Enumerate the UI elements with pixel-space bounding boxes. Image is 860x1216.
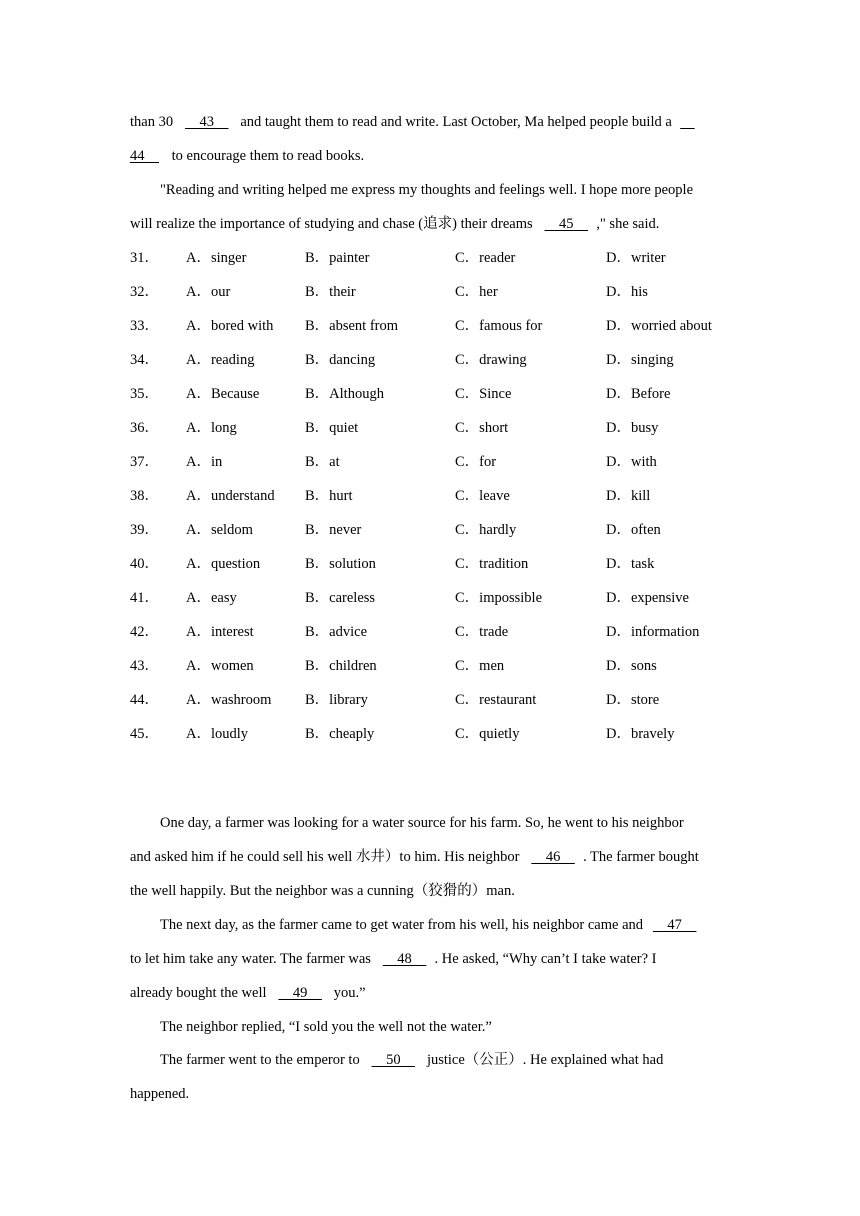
option-a: A．question — [186, 556, 261, 572]
text: The farmer went to the emperor to — [160, 1052, 364, 1068]
text: to encourage them to read books. — [168, 148, 365, 164]
text: and taught them to read and write. Last October, Ma helped people build a — [236, 114, 676, 130]
option-a: A．understand — [186, 488, 275, 504]
passage2-line-2 — [130, 848, 699, 866]
blank-43: 43 — [184, 114, 229, 130]
passage2-line-9: happened. — [130, 1086, 190, 1102]
blank-47: 47 — [652, 917, 697, 933]
option-d: D．bravely — [606, 726, 675, 742]
option-c: C．trade — [455, 624, 509, 640]
option-c: C．hardly — [455, 522, 517, 538]
option-row — [130, 521, 730, 539]
option-b: B．at — [305, 454, 340, 470]
option-d: D．task — [606, 556, 655, 572]
option-a: A．in — [186, 454, 223, 470]
question-number: 36． — [130, 420, 159, 436]
option-a: A．long — [186, 420, 237, 436]
text: to let him take any water. The farmer was — [130, 951, 375, 967]
option-b: B．children — [305, 658, 377, 674]
option-c: C．tradition — [455, 556, 529, 572]
option-a: A．bored with — [186, 318, 274, 334]
blank-45: 45 — [544, 216, 589, 232]
passage2-line-6 — [130, 984, 366, 1002]
option-d: D．sons — [606, 658, 657, 674]
option-c: C．men — [455, 658, 505, 674]
question-number: 43． — [130, 658, 159, 674]
option-c: C．short — [455, 420, 509, 436]
question-number: 38． — [130, 488, 159, 504]
question-number: 45． — [130, 726, 159, 742]
passage2-line-3: the well happily. But the neighbor was a cunning（狡猾的）man. — [130, 883, 515, 899]
option-d: D．singing — [606, 352, 674, 368]
option-b: B．their — [305, 284, 356, 300]
option-row — [130, 249, 730, 267]
option-row — [130, 385, 730, 403]
option-b: B．dancing — [305, 352, 376, 368]
question-number: 35． — [130, 386, 159, 402]
option-b: B．painter — [305, 250, 370, 266]
question-number: 33． — [130, 318, 159, 334]
passage2-line-7: The neighbor replied, “I sold you the well not the water.” — [160, 1019, 492, 1035]
option-c: C．leave — [455, 488, 510, 504]
blank-50: 50 — [371, 1052, 416, 1068]
question-number: 42． — [130, 624, 159, 640]
option-c: C．famous for — [455, 318, 543, 334]
passage1-line-1 — [130, 113, 699, 131]
question-number: 44． — [130, 692, 159, 708]
option-a: A．easy — [186, 590, 237, 606]
option-c: C．reader — [455, 250, 516, 266]
option-row — [130, 351, 730, 369]
option-d: D．expensive — [606, 590, 689, 606]
passage2-line-1: One day, a farmer was looking for a water source for his farm. So, he went to his neighbor — [160, 815, 684, 831]
passage2-line-5 — [130, 950, 657, 968]
question-number: 37． — [130, 454, 159, 470]
option-b: B．never — [305, 522, 362, 538]
option-d: D．writer — [606, 250, 666, 266]
blank-46: 46 — [531, 849, 575, 865]
option-d: D．information — [606, 624, 700, 640]
option-d: D．worried about — [606, 318, 712, 334]
blank-44-start — [675, 113, 699, 131]
text: and asked him if he could sell his well 水井）to him. His neighbor — [130, 849, 524, 865]
option-row — [130, 419, 730, 437]
option-b: B．solution — [305, 556, 376, 572]
option-a: A．loudly — [186, 726, 249, 742]
text: already bought the well — [130, 985, 271, 1001]
text: . He asked, “Why can’t I take water? I — [434, 951, 657, 967]
option-row — [130, 725, 730, 743]
option-c: C．drawing — [455, 352, 527, 368]
option-a: A．women — [186, 658, 254, 674]
option-b: B．Although — [305, 386, 384, 402]
option-a: A．seldom — [186, 522, 253, 538]
option-b: B．hurt — [305, 488, 353, 504]
option-row — [130, 283, 730, 301]
option-a: A．reading — [186, 352, 255, 368]
question-number: 34． — [130, 352, 159, 368]
option-b: B．absent from — [305, 318, 399, 334]
blank-48: 48 — [382, 951, 427, 967]
question-number: 40． — [130, 556, 159, 572]
option-a: A．singer — [186, 250, 247, 266]
option-c: C．quietly — [455, 726, 520, 742]
option-b: B．careless — [305, 590, 376, 606]
option-row — [130, 453, 730, 471]
question-number: 39． — [130, 522, 159, 538]
blank-49: 49 — [278, 985, 322, 1001]
option-c: C．impossible — [455, 590, 543, 606]
text: . The farmer bought — [583, 849, 699, 865]
option-d: D．busy — [606, 420, 659, 436]
option-row — [130, 317, 730, 335]
option-c: C．restaurant — [455, 692, 537, 708]
text: The next day, as the farmer came to get water from his well, his neighbor came and — [160, 917, 647, 933]
text: justice（公正）. He explained what had — [423, 1052, 664, 1068]
passage1-line-3: "Reading and writing helped me express my thoughts and feelings well. I hope more people — [160, 182, 694, 198]
option-c: C．Since — [455, 386, 512, 402]
passage2-line-8 — [160, 1051, 663, 1069]
option-a: A．washroom — [186, 692, 272, 708]
option-d: D．kill — [606, 488, 651, 504]
option-c: C．for — [455, 454, 497, 470]
question-number: 41． — [130, 590, 159, 606]
option-row — [130, 623, 730, 641]
option-b: B．quiet — [305, 420, 359, 436]
option-c: C．her — [455, 284, 498, 300]
passage1-line-4 — [130, 215, 659, 233]
question-number: 32． — [130, 284, 159, 300]
option-a: A．interest — [186, 624, 254, 640]
option-a: A．our — [186, 284, 231, 300]
option-b: B．library — [305, 692, 368, 708]
text: you.” — [330, 985, 366, 1001]
text: than 30 — [130, 114, 177, 130]
question-number: 31． — [130, 250, 159, 266]
option-row — [130, 555, 730, 573]
option-b: B．cheaply — [305, 726, 375, 742]
option-d: D．with — [606, 454, 657, 470]
option-b: B．advice — [305, 624, 368, 640]
option-d: D．Before — [606, 386, 671, 402]
option-row — [130, 657, 730, 675]
option-d: D．often — [606, 522, 661, 538]
option-row — [130, 691, 730, 709]
text: will realize the importance of studying and chase (追求) their dreams — [130, 216, 537, 232]
blank-44: 44 — [130, 148, 159, 164]
option-d: D．store — [606, 692, 660, 708]
passage2-line-4 — [160, 916, 703, 934]
option-d: D．his — [606, 284, 648, 300]
option-row — [130, 589, 730, 607]
text: ," she said. — [596, 216, 660, 232]
option-a: A．Because — [186, 386, 260, 402]
passage1-line-2 — [130, 147, 364, 165]
option-row — [130, 487, 730, 505]
